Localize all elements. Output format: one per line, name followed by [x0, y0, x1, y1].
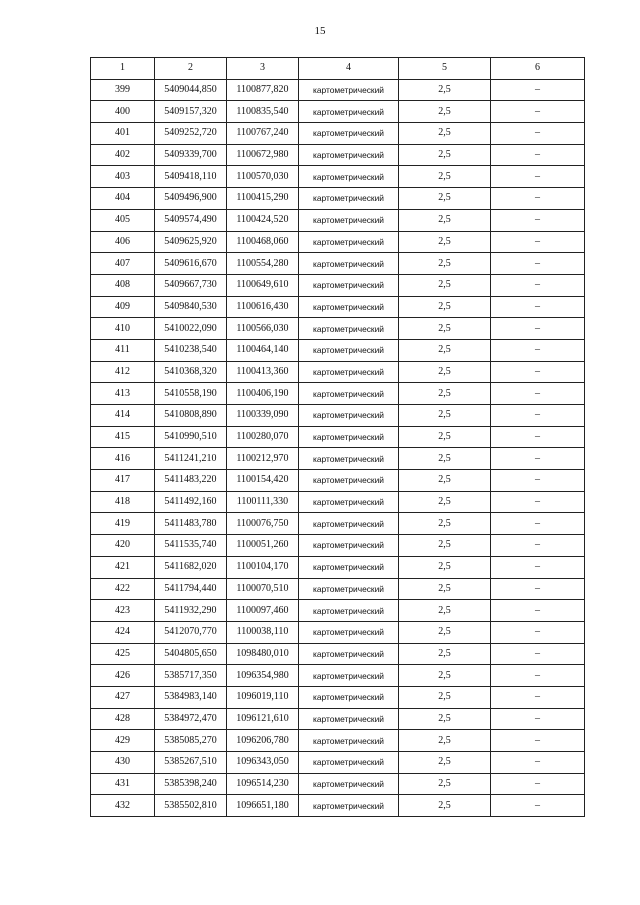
table-row: [91, 318, 585, 340]
method-cell: картометрический: [299, 209, 399, 231]
x-coordinate-cell: 5409616,670: [155, 253, 227, 275]
point-number-cell: 422: [91, 578, 155, 600]
note-cell: –: [491, 795, 585, 817]
y-coordinate-cell: 1100767,240: [227, 123, 299, 145]
x-coordinate-cell: 5409044,850: [155, 79, 227, 101]
method-cell: картометрический: [299, 643, 399, 665]
x-coordinate-cell: 5411682,020: [155, 556, 227, 578]
y-coordinate-cell: 1100424,520: [227, 209, 299, 231]
y-coordinate-cell: 1100877,820: [227, 79, 299, 101]
point-number-cell: 407: [91, 253, 155, 275]
table-row: [91, 253, 585, 275]
y-coordinate-cell: 1098480,010: [227, 643, 299, 665]
point-number-cell: 400: [91, 101, 155, 123]
accuracy-cell: 2,5: [399, 166, 491, 188]
method-cell: картометрический: [299, 166, 399, 188]
y-coordinate-cell: 1096514,230: [227, 773, 299, 795]
note-cell: –: [491, 79, 585, 101]
note-cell: –: [491, 600, 585, 622]
accuracy-cell: 2,5: [399, 535, 491, 557]
point-number-cell: 430: [91, 752, 155, 774]
note-cell: –: [491, 296, 585, 318]
accuracy-cell: 2,5: [399, 470, 491, 492]
point-number-cell: 427: [91, 686, 155, 708]
column-header-1: 1: [91, 58, 155, 80]
point-number-cell: 424: [91, 621, 155, 643]
note-cell: –: [491, 339, 585, 361]
y-coordinate-cell: 1096354,980: [227, 665, 299, 687]
table-row: [91, 470, 585, 492]
column-header-6: 6: [491, 58, 585, 80]
y-coordinate-cell: 1100616,430: [227, 296, 299, 318]
y-coordinate-cell: 1100038,110: [227, 621, 299, 643]
x-coordinate-cell: 5410808,890: [155, 405, 227, 427]
y-coordinate-cell: 1100566,030: [227, 318, 299, 340]
x-coordinate-cell: 5411492,160: [155, 491, 227, 513]
method-cell: картометрический: [299, 231, 399, 253]
point-number-cell: 428: [91, 708, 155, 730]
note-cell: –: [491, 274, 585, 296]
note-cell: –: [491, 752, 585, 774]
y-coordinate-cell: 1100468,060: [227, 231, 299, 253]
accuracy-cell: 2,5: [399, 448, 491, 470]
note-cell: –: [491, 405, 585, 427]
y-coordinate-cell: 1100339,090: [227, 405, 299, 427]
x-coordinate-cell: 5411794,440: [155, 578, 227, 600]
y-coordinate-cell: 1100104,170: [227, 556, 299, 578]
note-cell: –: [491, 491, 585, 513]
x-coordinate-cell: 5409252,720: [155, 123, 227, 145]
y-coordinate-cell: 1100835,540: [227, 101, 299, 123]
note-cell: –: [491, 643, 585, 665]
table-row: [91, 123, 585, 145]
table-row: [91, 600, 585, 622]
method-cell: картометрический: [299, 383, 399, 405]
x-coordinate-cell: 5410990,510: [155, 426, 227, 448]
x-coordinate-cell: 5410022,090: [155, 318, 227, 340]
y-coordinate-cell: 1100554,280: [227, 253, 299, 275]
x-coordinate-cell: 5409157,320: [155, 101, 227, 123]
y-coordinate-cell: 1096651,180: [227, 795, 299, 817]
accuracy-cell: 2,5: [399, 600, 491, 622]
point-number-cell: 405: [91, 209, 155, 231]
accuracy-cell: 2,5: [399, 665, 491, 687]
point-number-cell: 416: [91, 448, 155, 470]
accuracy-cell: 2,5: [399, 491, 491, 513]
accuracy-cell: 2,5: [399, 556, 491, 578]
point-number-cell: 403: [91, 166, 155, 188]
x-coordinate-cell: 5384983,140: [155, 686, 227, 708]
table-row: [91, 665, 585, 687]
note-cell: –: [491, 123, 585, 145]
note-cell: –: [491, 426, 585, 448]
table-row: [91, 209, 585, 231]
point-number-cell: 406: [91, 231, 155, 253]
point-number-cell: 429: [91, 730, 155, 752]
accuracy-cell: 2,5: [399, 79, 491, 101]
x-coordinate-cell: 5404805,650: [155, 643, 227, 665]
point-number-cell: 404: [91, 188, 155, 210]
x-coordinate-cell: 5409496,900: [155, 188, 227, 210]
coordinates-table: [90, 57, 585, 817]
table-row: [91, 274, 585, 296]
method-cell: картометрический: [299, 79, 399, 101]
table-row: [91, 405, 585, 427]
method-cell: картометрический: [299, 556, 399, 578]
y-coordinate-cell: 1100212,970: [227, 448, 299, 470]
x-coordinate-cell: 5410368,320: [155, 361, 227, 383]
note-cell: –: [491, 513, 585, 535]
note-cell: –: [491, 144, 585, 166]
accuracy-cell: 2,5: [399, 643, 491, 665]
y-coordinate-cell: 1100406,190: [227, 383, 299, 405]
y-coordinate-cell: 1100649,610: [227, 274, 299, 296]
x-coordinate-cell: 5384972,470: [155, 708, 227, 730]
method-cell: картометрический: [299, 339, 399, 361]
y-coordinate-cell: 1100097,460: [227, 600, 299, 622]
table-row: [91, 578, 585, 600]
point-number-cell: 411: [91, 339, 155, 361]
table-row: [91, 621, 585, 643]
table-row: [91, 101, 585, 123]
method-cell: картометрический: [299, 578, 399, 600]
accuracy-cell: 2,5: [399, 274, 491, 296]
table-row: [91, 188, 585, 210]
x-coordinate-cell: 5411535,740: [155, 535, 227, 557]
y-coordinate-cell: 1096121,610: [227, 708, 299, 730]
table-row: [91, 383, 585, 405]
accuracy-cell: 2,5: [399, 708, 491, 730]
method-cell: картометрический: [299, 253, 399, 275]
note-cell: –: [491, 318, 585, 340]
x-coordinate-cell: 5409418,110: [155, 166, 227, 188]
y-coordinate-cell: 1096206,780: [227, 730, 299, 752]
x-coordinate-cell: 5410558,190: [155, 383, 227, 405]
y-coordinate-cell: 1100051,260: [227, 535, 299, 557]
accuracy-cell: 2,5: [399, 513, 491, 535]
y-coordinate-cell: 1100070,510: [227, 578, 299, 600]
accuracy-cell: 2,5: [399, 101, 491, 123]
x-coordinate-cell: 5411932,290: [155, 600, 227, 622]
y-coordinate-cell: 1100076,750: [227, 513, 299, 535]
table-header: [91, 58, 585, 80]
point-number-cell: 426: [91, 665, 155, 687]
table-row: [91, 339, 585, 361]
table-row: [91, 79, 585, 101]
table-row: [91, 296, 585, 318]
table-body: [91, 79, 585, 816]
note-cell: –: [491, 665, 585, 687]
method-cell: картометрический: [299, 318, 399, 340]
table-row: [91, 752, 585, 774]
accuracy-cell: 2,5: [399, 773, 491, 795]
method-cell: картометрический: [299, 665, 399, 687]
method-cell: картометрический: [299, 535, 399, 557]
accuracy-cell: 2,5: [399, 383, 491, 405]
table-row: [91, 448, 585, 470]
x-coordinate-cell: 5409574,490: [155, 209, 227, 231]
note-cell: –: [491, 361, 585, 383]
method-cell: картометрический: [299, 621, 399, 643]
method-cell: картометрический: [299, 730, 399, 752]
table-row: [91, 535, 585, 557]
note-cell: –: [491, 231, 585, 253]
point-number-cell: 419: [91, 513, 155, 535]
note-cell: –: [491, 188, 585, 210]
accuracy-cell: 2,5: [399, 231, 491, 253]
note-cell: –: [491, 621, 585, 643]
method-cell: картометрический: [299, 144, 399, 166]
method-cell: картометрический: [299, 274, 399, 296]
column-header-4: 4: [299, 58, 399, 80]
x-coordinate-cell: 5385085,270: [155, 730, 227, 752]
point-number-cell: 417: [91, 470, 155, 492]
x-coordinate-cell: 5411241,210: [155, 448, 227, 470]
note-cell: –: [491, 209, 585, 231]
x-coordinate-cell: 5385267,510: [155, 752, 227, 774]
note-cell: –: [491, 470, 585, 492]
method-cell: картометрический: [299, 405, 399, 427]
x-coordinate-cell: 5409339,700: [155, 144, 227, 166]
y-coordinate-cell: 1100570,030: [227, 166, 299, 188]
point-number-cell: 423: [91, 600, 155, 622]
x-coordinate-cell: 5411483,780: [155, 513, 227, 535]
y-coordinate-cell: 1100111,330: [227, 491, 299, 513]
table-row: [91, 795, 585, 817]
note-cell: –: [491, 708, 585, 730]
y-coordinate-cell: 1100464,140: [227, 339, 299, 361]
point-number-cell: 410: [91, 318, 155, 340]
table-row: [91, 643, 585, 665]
x-coordinate-cell: 5385717,350: [155, 665, 227, 687]
note-cell: –: [491, 773, 585, 795]
method-cell: картометрический: [299, 600, 399, 622]
method-cell: картометрический: [299, 101, 399, 123]
accuracy-cell: 2,5: [399, 361, 491, 383]
page-number: 15: [314, 25, 326, 37]
accuracy-cell: 2,5: [399, 795, 491, 817]
accuracy-cell: 2,5: [399, 123, 491, 145]
accuracy-cell: 2,5: [399, 578, 491, 600]
point-number-cell: 420: [91, 535, 155, 557]
accuracy-cell: 2,5: [399, 188, 491, 210]
x-coordinate-cell: 5409667,730: [155, 274, 227, 296]
method-cell: картометрический: [299, 188, 399, 210]
method-cell: картометрический: [299, 448, 399, 470]
x-coordinate-cell: 5411483,220: [155, 470, 227, 492]
method-cell: картометрический: [299, 361, 399, 383]
note-cell: –: [491, 730, 585, 752]
y-coordinate-cell: 1100413,360: [227, 361, 299, 383]
point-number-cell: 418: [91, 491, 155, 513]
y-coordinate-cell: 1100415,290: [227, 188, 299, 210]
column-header-5: 5: [399, 58, 491, 80]
note-cell: –: [491, 383, 585, 405]
x-coordinate-cell: 5385502,810: [155, 795, 227, 817]
note-cell: –: [491, 253, 585, 275]
header-row: [91, 58, 585, 80]
point-number-cell: 412: [91, 361, 155, 383]
x-coordinate-cell: 5409625,920: [155, 231, 227, 253]
point-number-cell: 408: [91, 274, 155, 296]
table-row: [91, 730, 585, 752]
method-cell: картометрический: [299, 426, 399, 448]
table-row: [91, 708, 585, 730]
point-number-cell: 401: [91, 123, 155, 145]
point-number-cell: 425: [91, 643, 155, 665]
accuracy-cell: 2,5: [399, 686, 491, 708]
note-cell: –: [491, 448, 585, 470]
table-row: [91, 556, 585, 578]
table-row: [91, 144, 585, 166]
table-row: [91, 773, 585, 795]
column-header-3: 3: [227, 58, 299, 80]
method-cell: картометрический: [299, 123, 399, 145]
method-cell: картометрический: [299, 795, 399, 817]
accuracy-cell: 2,5: [399, 209, 491, 231]
accuracy-cell: 2,5: [399, 621, 491, 643]
point-number-cell: 399: [91, 79, 155, 101]
x-coordinate-cell: 5409840,530: [155, 296, 227, 318]
method-cell: картометрический: [299, 470, 399, 492]
method-cell: картометрический: [299, 773, 399, 795]
table-row: [91, 361, 585, 383]
x-coordinate-cell: 5412070,770: [155, 621, 227, 643]
method-cell: картометрический: [299, 686, 399, 708]
point-number-cell: 409: [91, 296, 155, 318]
point-number-cell: 421: [91, 556, 155, 578]
note-cell: –: [491, 686, 585, 708]
note-cell: –: [491, 166, 585, 188]
note-cell: –: [491, 101, 585, 123]
accuracy-cell: 2,5: [399, 296, 491, 318]
accuracy-cell: 2,5: [399, 144, 491, 166]
method-cell: картометрический: [299, 296, 399, 318]
accuracy-cell: 2,5: [399, 405, 491, 427]
table-row: [91, 231, 585, 253]
method-cell: картометрический: [299, 513, 399, 535]
table-row: [91, 491, 585, 513]
column-header-2: 2: [155, 58, 227, 80]
y-coordinate-cell: 1100280,070: [227, 426, 299, 448]
point-number-cell: 431: [91, 773, 155, 795]
x-coordinate-cell: 5385398,240: [155, 773, 227, 795]
point-number-cell: 402: [91, 144, 155, 166]
note-cell: –: [491, 578, 585, 600]
point-number-cell: 415: [91, 426, 155, 448]
accuracy-cell: 2,5: [399, 730, 491, 752]
y-coordinate-cell: 1096343,050: [227, 752, 299, 774]
accuracy-cell: 2,5: [399, 752, 491, 774]
y-coordinate-cell: 1100154,420: [227, 470, 299, 492]
table-row: [91, 166, 585, 188]
y-coordinate-cell: 1096019,110: [227, 686, 299, 708]
note-cell: –: [491, 556, 585, 578]
method-cell: картометрический: [299, 708, 399, 730]
accuracy-cell: 2,5: [399, 318, 491, 340]
x-coordinate-cell: 5410238,540: [155, 339, 227, 361]
method-cell: картометрический: [299, 752, 399, 774]
point-number-cell: 413: [91, 383, 155, 405]
accuracy-cell: 2,5: [399, 339, 491, 361]
note-cell: –: [491, 535, 585, 557]
table-row: [91, 426, 585, 448]
y-coordinate-cell: 1100672,980: [227, 144, 299, 166]
table-row: [91, 513, 585, 535]
accuracy-cell: 2,5: [399, 253, 491, 275]
method-cell: картометрический: [299, 491, 399, 513]
accuracy-cell: 2,5: [399, 426, 491, 448]
point-number-cell: 414: [91, 405, 155, 427]
point-number-cell: 432: [91, 795, 155, 817]
table-row: [91, 686, 585, 708]
